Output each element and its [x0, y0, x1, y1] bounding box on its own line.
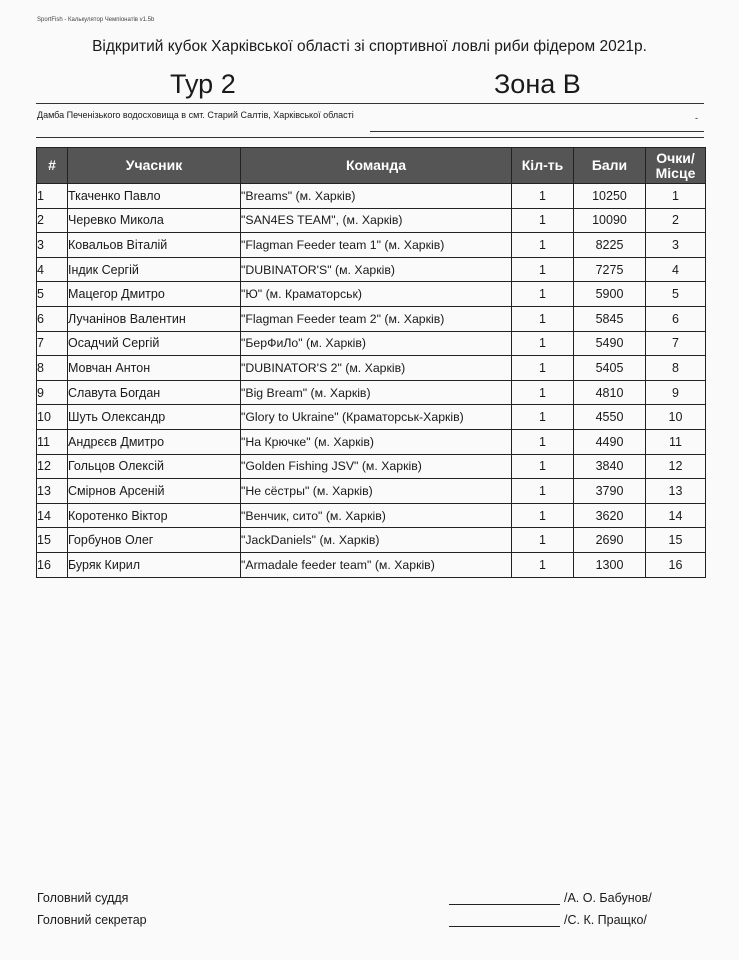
cell-number: 8	[37, 356, 68, 381]
cell-score: 5845	[574, 306, 646, 331]
cell-number: 3	[37, 233, 68, 258]
cell-team: "Glory to Ukraine" (Краматорськ-Харків)	[241, 405, 512, 430]
cell-count: 1	[512, 552, 574, 577]
table-row	[37, 479, 706, 504]
cell-score: 4490	[574, 429, 646, 454]
cell-participant: Андрєєв Дмитро	[68, 429, 241, 454]
cell-participant: Гольцов Олексій	[68, 454, 241, 479]
table-row	[37, 184, 706, 209]
cell-participant: Мовчан Антон	[68, 356, 241, 381]
cell-participant: Коротенко Віктор	[68, 503, 241, 528]
cell-participant: Славута Богдан	[68, 380, 241, 405]
cell-number: 6	[37, 306, 68, 331]
cell-count: 1	[512, 331, 574, 356]
cell-count: 1	[512, 184, 574, 209]
cell-score: 3620	[574, 503, 646, 528]
cell-count: 1	[512, 306, 574, 331]
chief-judge-label: Головний суддя	[37, 891, 129, 905]
document-title: Відкритий кубок Харківської області зі спортивної ловлі риби фідером 2021р.	[92, 38, 647, 55]
cell-count: 1	[512, 356, 574, 381]
cell-number: 9	[37, 380, 68, 405]
col-header-score: Бали	[574, 148, 646, 184]
cell-team: "На Крючке" (м. Харків)	[241, 429, 512, 454]
table-row	[37, 429, 706, 454]
cell-count: 1	[512, 503, 574, 528]
chief-secretary-label: Головний секретар	[37, 913, 147, 927]
table-row	[37, 503, 706, 528]
cell-participant: Шуть Олександр	[68, 405, 241, 430]
cell-count: 1	[512, 454, 574, 479]
cell-place: 1	[646, 184, 706, 209]
cell-participant: Черевко Микола	[68, 208, 241, 233]
cell-number: 12	[37, 454, 68, 479]
cell-team: "Не сёстры" (м. Харків)	[241, 479, 512, 504]
cell-team: "Golden Fishing JSV" (м. Харків)	[241, 454, 512, 479]
chief-secretary-name: /С. К. Пращко/	[564, 913, 647, 927]
cell-number: 10	[37, 405, 68, 430]
col-header-place: Очки/ Місце	[646, 148, 706, 184]
cell-participant: Мацегор Дмитро	[68, 282, 241, 307]
cell-place: 10	[646, 405, 706, 430]
table-row	[37, 208, 706, 233]
col-header-number: #	[37, 148, 68, 184]
cell-score: 3790	[574, 479, 646, 504]
cell-count: 1	[512, 257, 574, 282]
software-label: SportFish - Калькулятор Чемпіонатів v1.5b	[37, 17, 155, 23]
chief-judge-name: /А. О. Бабунов/	[564, 891, 652, 905]
results-table	[36, 147, 706, 578]
cell-number: 13	[37, 479, 68, 504]
cell-number: 11	[37, 429, 68, 454]
cell-place: 6	[646, 306, 706, 331]
cell-participant: Буряк Кирил	[68, 552, 241, 577]
cell-team: "SAN4ES TEAM", (м. Харків)	[241, 208, 512, 233]
cell-score: 10090	[574, 208, 646, 233]
cell-count: 1	[512, 479, 574, 504]
cell-count: 1	[512, 282, 574, 307]
table-row	[37, 257, 706, 282]
cell-place: 7	[646, 331, 706, 356]
cell-number: 15	[37, 528, 68, 553]
cell-place: 5	[646, 282, 706, 307]
col-header-participant: Учасник	[68, 148, 241, 184]
table-row	[37, 405, 706, 430]
zone-label: Зона В	[494, 69, 581, 99]
cell-participant: Ковальов Віталій	[68, 233, 241, 258]
cell-number: 14	[37, 503, 68, 528]
cell-place: 13	[646, 479, 706, 504]
header-divider	[36, 103, 704, 104]
table-row	[37, 331, 706, 356]
cell-team: "Flagman Feeder team 2" (м. Харків)	[241, 306, 512, 331]
cell-number: 4	[37, 257, 68, 282]
cell-number: 5	[37, 282, 68, 307]
table-row	[37, 454, 706, 479]
cell-team: "Big Bream" (м. Харків)	[241, 380, 512, 405]
table-row	[37, 380, 706, 405]
cell-team: "DUBINATOR'S 2" (м. Харків)	[241, 356, 512, 381]
cell-number: 7	[37, 331, 68, 356]
chief-judge-signature-line	[449, 904, 560, 905]
cell-place: 8	[646, 356, 706, 381]
cell-place: 12	[646, 454, 706, 479]
cell-team: "JackDaniels" (м. Харків)	[241, 528, 512, 553]
cell-team: "Armadale feeder team" (м. Харків)	[241, 552, 512, 577]
col-header-count: Кіл-ть	[512, 148, 574, 184]
cell-number: 2	[37, 208, 68, 233]
table-row	[37, 552, 706, 577]
table-row	[37, 233, 706, 258]
cell-score: 4550	[574, 405, 646, 430]
cell-score: 1300	[574, 552, 646, 577]
cell-team: "Ю" (м. Краматорськ)	[241, 282, 512, 307]
cell-count: 1	[512, 429, 574, 454]
cell-team: "Flagman Feeder team 1" (м. Харків)	[241, 233, 512, 258]
cell-score: 5900	[574, 282, 646, 307]
cell-score: 4810	[574, 380, 646, 405]
table-row	[37, 282, 706, 307]
table-row	[37, 528, 706, 553]
table-row	[37, 356, 706, 381]
cell-participant: Смірнов Арсеній	[68, 479, 241, 504]
cell-score: 2690	[574, 528, 646, 553]
cell-count: 1	[512, 208, 574, 233]
venue-divider	[36, 137, 704, 138]
venue-dash: -	[695, 113, 698, 123]
cell-participant: Ткаченко Павло	[68, 184, 241, 209]
cell-number: 16	[37, 552, 68, 577]
cell-place: 4	[646, 257, 706, 282]
cell-place: 16	[646, 552, 706, 577]
cell-place: 15	[646, 528, 706, 553]
cell-participant: Горбунов Олег	[68, 528, 241, 553]
cell-number: 1	[37, 184, 68, 209]
cell-team: "Венчик, сито" (м. Харків)	[241, 503, 512, 528]
cell-place: 3	[646, 233, 706, 258]
cell-count: 1	[512, 528, 574, 553]
cell-place: 11	[646, 429, 706, 454]
cell-score: 8225	[574, 233, 646, 258]
cell-place: 9	[646, 380, 706, 405]
cell-place: 2	[646, 208, 706, 233]
round-label: Тур 2	[170, 69, 236, 99]
venue-text: Дамба Печенізького водосховища в смт. Старий Салтів, Харківської області	[37, 110, 354, 120]
cell-place: 14	[646, 503, 706, 528]
cell-score: 7275	[574, 257, 646, 282]
cell-team: "Breams" (м. Харків)	[241, 184, 512, 209]
cell-count: 1	[512, 405, 574, 430]
chief-secretary-signature-line	[449, 926, 560, 927]
cell-team: "DUBINATOR'S" (м. Харків)	[241, 257, 512, 282]
cell-participant: Лучанінов Валентин	[68, 306, 241, 331]
cell-count: 1	[512, 233, 574, 258]
table-row	[37, 306, 706, 331]
cell-participant: Індик Сергій	[68, 257, 241, 282]
cell-score: 10250	[574, 184, 646, 209]
cell-score: 3840	[574, 454, 646, 479]
venue-underline	[370, 131, 704, 132]
table-header-row	[37, 148, 706, 184]
cell-score: 5405	[574, 356, 646, 381]
col-header-team: Команда	[241, 148, 512, 184]
cell-team: "БерФиЛо" (м. Харків)	[241, 331, 512, 356]
cell-score: 5490	[574, 331, 646, 356]
cell-count: 1	[512, 380, 574, 405]
cell-participant: Осадчий Сергій	[68, 331, 241, 356]
